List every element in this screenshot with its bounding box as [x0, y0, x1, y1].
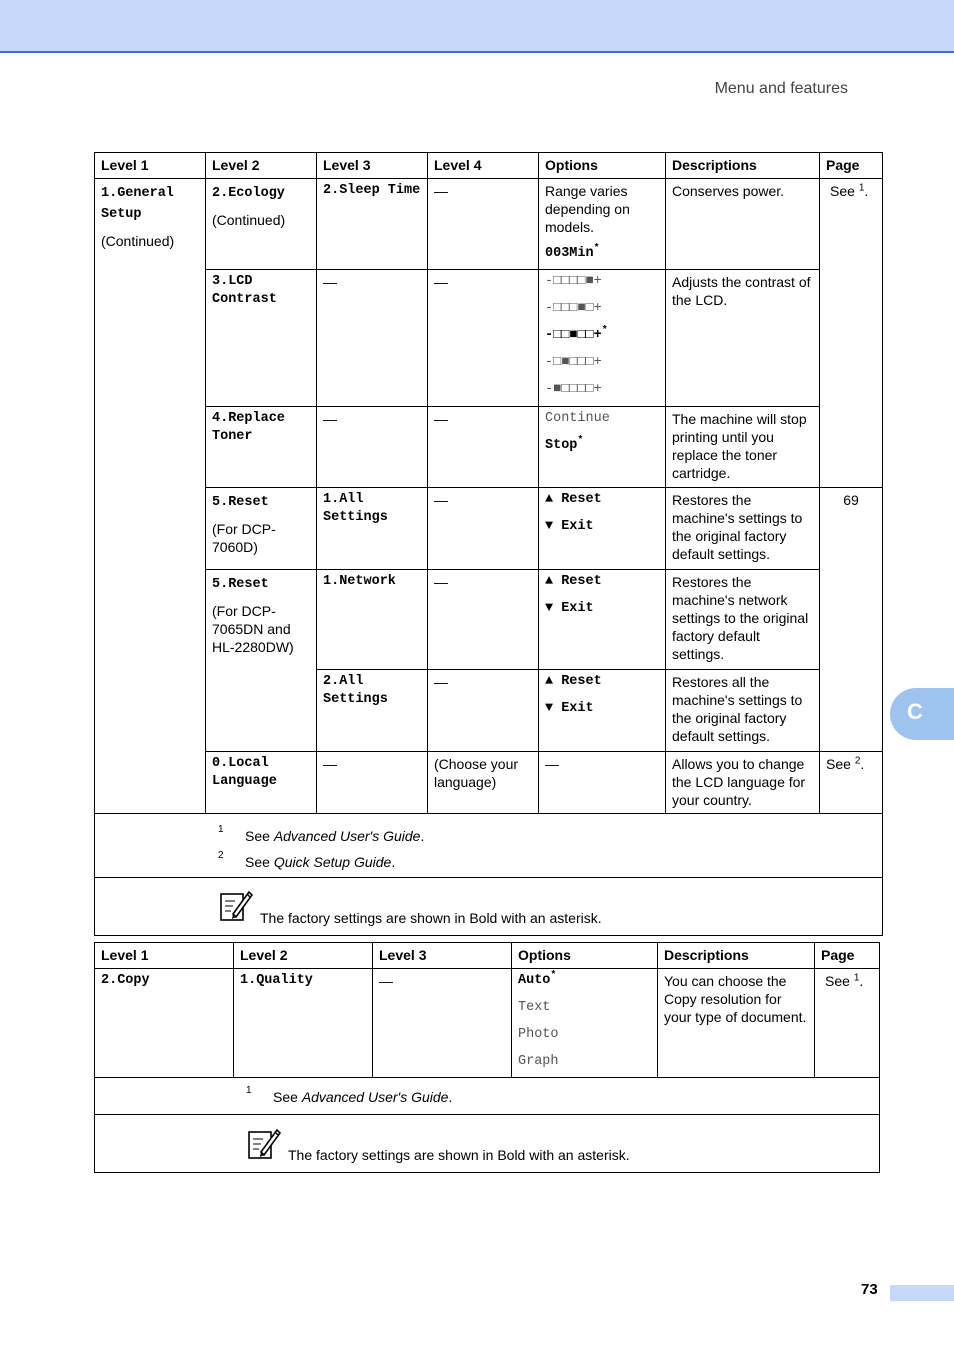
level2-code: 2.Ecology	[212, 186, 285, 201]
exit-option: ▼ Exit	[545, 701, 594, 716]
col-options-header: Options	[539, 153, 666, 179]
level2-note: (Continued)	[212, 212, 286, 228]
level3-cell: —	[373, 969, 512, 1078]
level2-cell: 3.LCD Contrast	[206, 270, 317, 407]
table-header-row	[95, 153, 883, 179]
page-ref: See $^1$.	[830, 182, 869, 199]
note-text: The factory settings are shown in Bold with an asterisk.	[288, 1147, 630, 1163]
contrast-option: -□□□□■+	[545, 274, 602, 289]
col-descriptions-header: Descriptions	[658, 943, 815, 969]
page-cell: 69	[820, 488, 883, 752]
col-level2-header: Level 2	[234, 943, 373, 969]
options-cell	[512, 969, 658, 1078]
reset-option: ▲ Reset	[545, 574, 602, 589]
exit-option: ▼ Exit	[545, 601, 594, 616]
footnote-row	[95, 1078, 880, 1115]
description-cell: Conserves power.	[666, 179, 820, 270]
level3-cell: 1.All Settings	[317, 488, 428, 570]
note-row	[95, 1115, 880, 1173]
level3-cell: 2.All Settings	[317, 670, 428, 752]
options-cell	[539, 407, 666, 488]
level1-cell	[95, 179, 206, 814]
contrast-option: -□□□■□+	[545, 301, 602, 316]
table-row	[95, 407, 883, 488]
footnotes: 1 See Advanced User's Guide. 2 See Quick Setup Guide.	[218, 824, 425, 870]
chapter-tab	[890, 688, 954, 740]
level3-cell: —	[317, 752, 428, 814]
col-level3-header: Level 3	[373, 943, 512, 969]
col-page-header: Page	[820, 153, 883, 179]
options-cell	[539, 670, 666, 752]
level2-cell: 1.Quality	[234, 969, 373, 1078]
options-cell	[539, 570, 666, 670]
reset-option: ▲ Reset	[545, 492, 602, 507]
top-band	[0, 0, 954, 53]
level2-cell: 4.Replace Toner	[206, 407, 317, 488]
level3-cell: —	[317, 407, 428, 488]
col-level2-header: Level 2	[206, 153, 317, 179]
page-ref: See $^2$.	[826, 755, 865, 772]
page-cell	[820, 752, 883, 814]
exit-option: ▼ Exit	[545, 519, 594, 534]
col-level1-header: Level 1	[95, 943, 234, 969]
settings-table-general	[94, 152, 883, 936]
level2-code: 5.Reset	[212, 577, 269, 592]
note	[101, 881, 876, 931]
description-cell: The machine will stop printing until you replace the toner cartridge.	[666, 407, 820, 488]
table-row	[95, 969, 880, 1078]
page-cell	[820, 179, 883, 488]
option-text: Range varies depending on models.	[545, 183, 630, 235]
description-cell: Restores all the machine's settings to the original factory default settings.	[666, 670, 820, 752]
level1-cell: 2.Copy	[95, 969, 234, 1078]
col-options-header: Options	[512, 943, 658, 969]
table-row	[95, 488, 883, 570]
level2-cell: 0.Local Language	[206, 752, 317, 814]
note-text: The factory settings are shown in Bold with an asterisk.	[260, 910, 602, 926]
level3-cell: —	[317, 270, 428, 407]
col-level3-header: Level 3	[317, 153, 428, 179]
table-row	[95, 179, 883, 270]
table-header-row	[95, 943, 880, 969]
note	[101, 1118, 873, 1168]
level3-cell: 2.Sleep Time	[317, 179, 428, 270]
note-pencil-icon	[247, 1126, 281, 1160]
quality-option: Text	[518, 1000, 551, 1015]
page-cell	[815, 969, 880, 1078]
note-pencil-icon	[219, 888, 253, 922]
level2-cell	[206, 179, 317, 270]
toner-option-default: Stop*	[545, 435, 584, 453]
level2-cell	[206, 570, 317, 752]
toner-option: Continue	[545, 411, 610, 426]
level2-code: 5.Reset	[212, 495, 269, 510]
quality-option: Photo	[518, 1027, 559, 1042]
level4-cell: —	[428, 179, 539, 270]
description-cell: Adjusts the contrast of the LCD.	[666, 270, 820, 407]
footnotes: 1 See Advanced User's Guide.	[246, 1085, 453, 1105]
level4-cell: —	[428, 570, 539, 670]
contrast-option: -□■□□□+	[545, 355, 602, 370]
options-cell	[539, 179, 666, 270]
contrast-option: -■□□□□+	[545, 382, 602, 397]
col-level1-header: Level 1	[95, 153, 206, 179]
level1-code: 1.General Setup	[101, 186, 174, 222]
level4-cell: —	[428, 270, 539, 407]
table-row	[95, 270, 883, 407]
col-level4-header: Level 4	[428, 153, 539, 179]
level2-note: (For DCP-7065DN and HL-2280DW)	[212, 603, 294, 655]
option-default: 003Min*	[545, 243, 600, 261]
running-header: Menu and features	[714, 80, 848, 97]
level4-cell: (Choose your language)	[428, 752, 539, 814]
quality-option-default: Auto*	[518, 970, 557, 988]
contrast-option-default: -□□■□□+*	[545, 325, 608, 343]
reset-option: ▲ Reset	[545, 674, 602, 689]
page-number: 73	[861, 1281, 878, 1298]
options-cell: —	[539, 752, 666, 814]
level2-cell	[206, 488, 317, 570]
options-cell	[539, 270, 666, 407]
description-cell: You can choose the Copy resolution for your type of document.	[658, 969, 815, 1078]
options-cell	[539, 488, 666, 570]
col-descriptions-header: Descriptions	[666, 153, 820, 179]
level4-cell: —	[428, 670, 539, 752]
quality-option: Graph	[518, 1054, 559, 1069]
note-row	[95, 878, 883, 936]
level3-cell: 1.Network	[317, 570, 428, 670]
level2-note: (For DCP-7060D)	[212, 521, 276, 555]
page-bar	[890, 1285, 954, 1301]
footnote-row	[95, 814, 883, 878]
settings-table-copy	[94, 942, 880, 1173]
description-cell: Restores the machine's network settings to the original factory default settings.	[666, 570, 820, 670]
description-cell: Restores the machine's settings to the original factory default settings.	[666, 488, 820, 570]
table-row	[95, 570, 883, 670]
level4-cell: —	[428, 488, 539, 570]
description-cell: Allows you to change the LCD language for your country.	[666, 752, 820, 814]
chapter-letter: C	[907, 699, 923, 724]
table-row	[95, 752, 883, 814]
col-page-header: Page	[815, 943, 880, 969]
page-ref: See $^1$.	[825, 972, 864, 989]
level4-cell: —	[428, 407, 539, 488]
level1-note: (Continued)	[101, 233, 175, 249]
